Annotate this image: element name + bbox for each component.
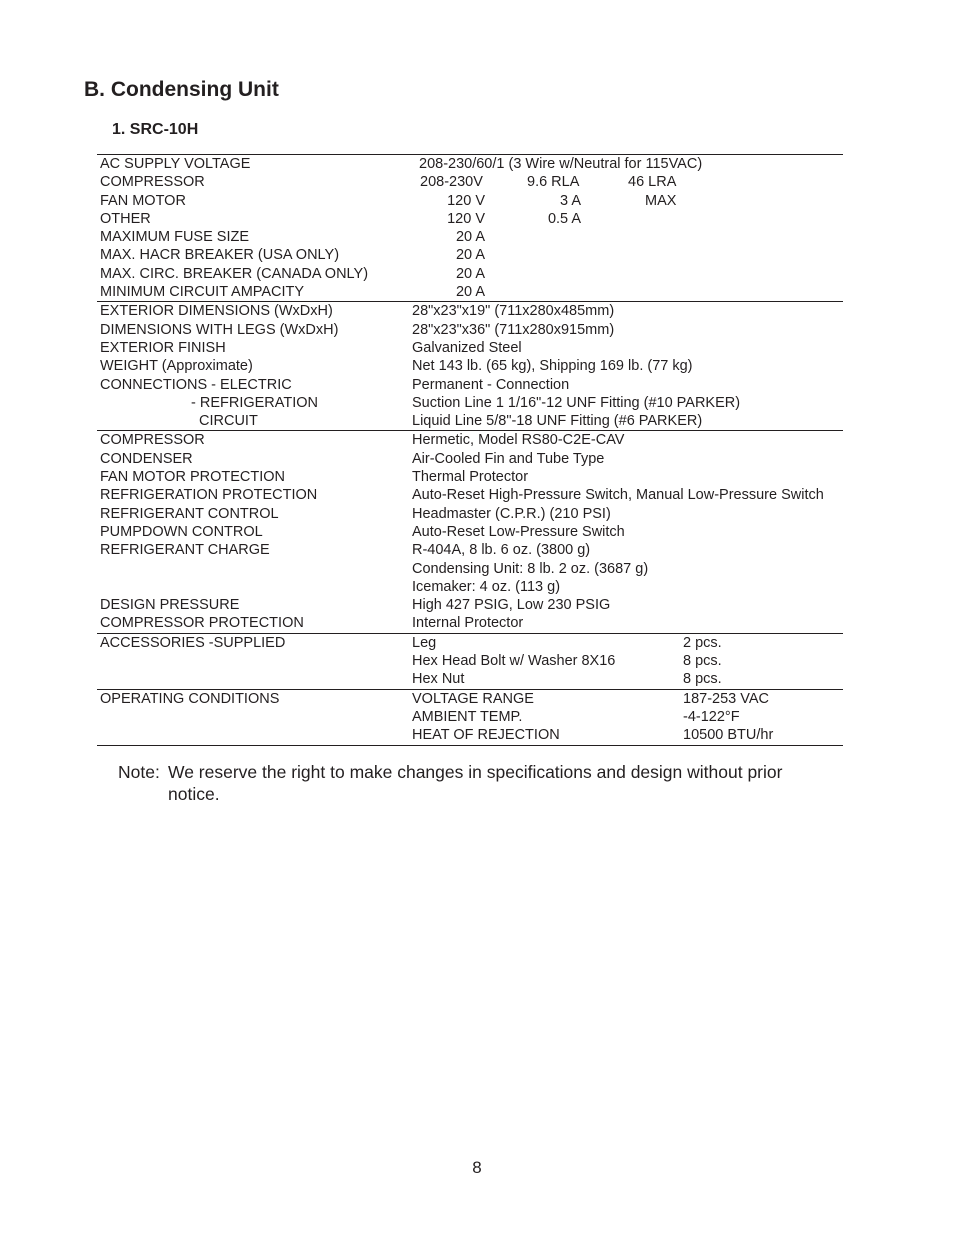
- spec-row: [97, 412, 843, 430]
- spec-row: [97, 431, 843, 449]
- spec-value: Headmaster (C.P.R.) (210 PSI): [412, 505, 611, 522]
- operating-row: [97, 726, 843, 744]
- spec-value: R-404A, 8 lb. 6 oz. (3800 g): [412, 542, 591, 559]
- spec-label: - REFRIGERATION: [191, 394, 319, 411]
- spec-row-ac-supply: [97, 155, 843, 173]
- spec-value: Auto-Reset High-Pressure Switch, Manual Low-Pressure Switch: [412, 487, 824, 504]
- spec-value-voltage: 208-230V: [420, 174, 483, 191]
- accessory-row: [97, 670, 843, 688]
- physical-group: [97, 301, 843, 430]
- spec-label: CIRCUIT: [199, 413, 258, 430]
- spec-value: 28"x23"x19" (711x280x485mm): [412, 303, 615, 320]
- electrical-group: [97, 154, 843, 301]
- spec-row: [97, 339, 843, 357]
- spec-value: Air-Cooled Fin and Tube Type: [412, 450, 605, 467]
- spec-label: FAN MOTOR PROTECTION: [100, 469, 286, 486]
- spec-row: [97, 394, 843, 412]
- operating-name: AMBIENT TEMP.: [412, 708, 523, 725]
- spec-row: [97, 578, 843, 596]
- spec-value: Auto-Reset Low-Pressure Switch: [412, 523, 625, 540]
- spec-label: MAX. CIRC. BREAKER (CANADA ONLY): [100, 265, 369, 282]
- spec-value: Galvanized Steel: [412, 339, 522, 356]
- spec-label: OPERATING CONDITIONS: [100, 690, 280, 707]
- spec-value: Hermetic, Model RS80-C2E-CAV: [412, 432, 625, 449]
- spec-row: [97, 541, 843, 559]
- spec-row: [97, 505, 843, 523]
- spec-row: [97, 376, 843, 394]
- spec-value: 20 A: [455, 247, 485, 264]
- spec-row: [97, 302, 843, 320]
- spec-label: DIMENSIONS WITH LEGS (WxDxH): [100, 321, 339, 338]
- accessory-qty: 8 pcs.: [683, 671, 722, 688]
- spec-label: MAX. HACR BREAKER (USA ONLY): [100, 247, 340, 264]
- spec-value: 20 A: [455, 265, 485, 282]
- operating-value: -4-122°F: [683, 708, 740, 725]
- spec-label: AC SUPPLY VOLTAGE: [100, 156, 251, 172]
- spec-label: CONDENSER: [100, 450, 193, 467]
- operating-value: 10500 BTU/hr: [683, 727, 774, 744]
- spec-label: DESIGN PRESSURE: [100, 597, 240, 614]
- spec-label: COMPRESSOR PROTECTION: [100, 615, 304, 632]
- operating-name: HEAT OF REJECTION: [412, 727, 560, 744]
- spec-label: PUMPDOWN CONTROL: [100, 523, 263, 540]
- spec-row: [97, 596, 843, 614]
- spec-value: 208-230/60/1 (3 Wire w/Neutral for 115VAC): [419, 156, 703, 172]
- spec-value: Permanent - Connection: [412, 376, 570, 393]
- spec-label: ACCESSORIES -SUPPLIED: [100, 634, 286, 651]
- spec-row: [97, 486, 843, 504]
- spec-value-voltage: 120 V: [447, 210, 485, 227]
- accessory-qty: 8 pcs.: [683, 653, 722, 670]
- spec-label: REFRIGERANT CONTROL: [100, 505, 279, 522]
- spec-label: COMPRESSOR: [100, 432, 205, 449]
- spec-row: [97, 450, 843, 468]
- note-text: We reserve the right to make changes in specifications and design without prior notice.: [168, 762, 783, 804]
- spec-value-voltage: 120 V: [447, 192, 485, 209]
- spec-row-max-hacr: [97, 246, 843, 264]
- spec-row-other: [97, 210, 843, 228]
- spec-row-fan-motor: [97, 192, 843, 210]
- spec-value: Liquid Line 5/8"-18 UNF Fitting (#6 PARKER): [412, 413, 703, 430]
- spec-value-amps: 3 A: [560, 192, 581, 209]
- spec-row-max-fuse: [97, 228, 843, 246]
- spec-value-amps: 0.5 A: [547, 210, 581, 227]
- spec-row-min-ampacity: [97, 283, 843, 301]
- spec-value: 28"x23"x36" (711x280x915mm): [412, 321, 615, 338]
- spec-label: MAXIMUM FUSE SIZE: [100, 229, 250, 246]
- spec-value: Thermal Protector: [412, 469, 529, 486]
- operating-group: [97, 689, 843, 745]
- spec-row-max-circ: [97, 265, 843, 283]
- spec-value: Icemaker: 4 oz. (113 g): [412, 578, 561, 595]
- spec-label: REFRIGERATION PROTECTION: [100, 487, 318, 504]
- section-title: B. Condensing Unit: [84, 78, 279, 101]
- accessory-name: Hex Head Bolt w/ Washer 8X16: [412, 653, 616, 670]
- accessory-qty: 2 pcs.: [683, 634, 722, 651]
- spec-row: [97, 468, 843, 486]
- page-number: 8: [472, 1158, 482, 1177]
- spec-value: Condensing Unit: 8 lb. 2 oz. (3687 g): [412, 560, 649, 577]
- spec-row-compressor-rating: [97, 173, 843, 191]
- spec-value: 20 A: [455, 229, 485, 246]
- operating-row: [97, 690, 843, 708]
- spec-value: 20 A: [455, 284, 485, 301]
- operating-value: 187-253 VAC: [683, 690, 769, 707]
- spec-label: REFRIGERANT CHARGE: [100, 542, 270, 559]
- spec-row: [97, 560, 843, 578]
- spec-row: [97, 321, 843, 339]
- model-title: 1. SRC-10H: [112, 121, 199, 138]
- spec-label: OTHER: [100, 210, 151, 227]
- note-prefix: Note:: [118, 762, 160, 782]
- spec-label: WEIGHT (Approximate): [100, 358, 253, 375]
- accessory-name: Hex Nut: [412, 671, 465, 688]
- spec-row: [97, 357, 843, 375]
- spec-value: Suction Line 1 1/16"-12 UNF Fitting (#10 PARKER): [412, 394, 741, 411]
- spec-value: Net 143 lb. (65 kg), Shipping 169 lb. (77 kg): [412, 358, 693, 375]
- spec-row: [97, 523, 843, 541]
- spec-label: EXTERIOR FINISH: [100, 339, 226, 356]
- spec-value-rla: 9.6 RLA: [527, 174, 580, 191]
- spec-label: COMPRESSOR: [100, 174, 205, 191]
- spec-value-max: MAX: [645, 192, 677, 209]
- spec-label: CONNECTIONS - ELECTRIC: [100, 376, 292, 393]
- spec-label: MINIMUM CIRCUIT AMPACITY: [100, 284, 305, 301]
- spec-label: FAN MOTOR: [100, 192, 186, 209]
- accessory-row: [97, 652, 843, 670]
- spec-label: EXTERIOR DIMENSIONS (WxDxH): [100, 303, 333, 320]
- accessory-name: Leg: [412, 634, 437, 651]
- spec-row: [97, 614, 843, 632]
- spec-value: High 427 PSIG, Low 230 PSIG: [412, 597, 611, 614]
- spec-value: Internal Protector: [412, 615, 524, 632]
- spec-value-lra: 46 LRA: [628, 174, 677, 191]
- accessory-row: [97, 634, 843, 652]
- spec-table: [97, 154, 843, 746]
- accessories-group: [97, 633, 843, 689]
- operating-name: VOLTAGE RANGE: [412, 690, 534, 707]
- refrigeration-group: [97, 430, 843, 632]
- operating-row: [97, 708, 843, 726]
